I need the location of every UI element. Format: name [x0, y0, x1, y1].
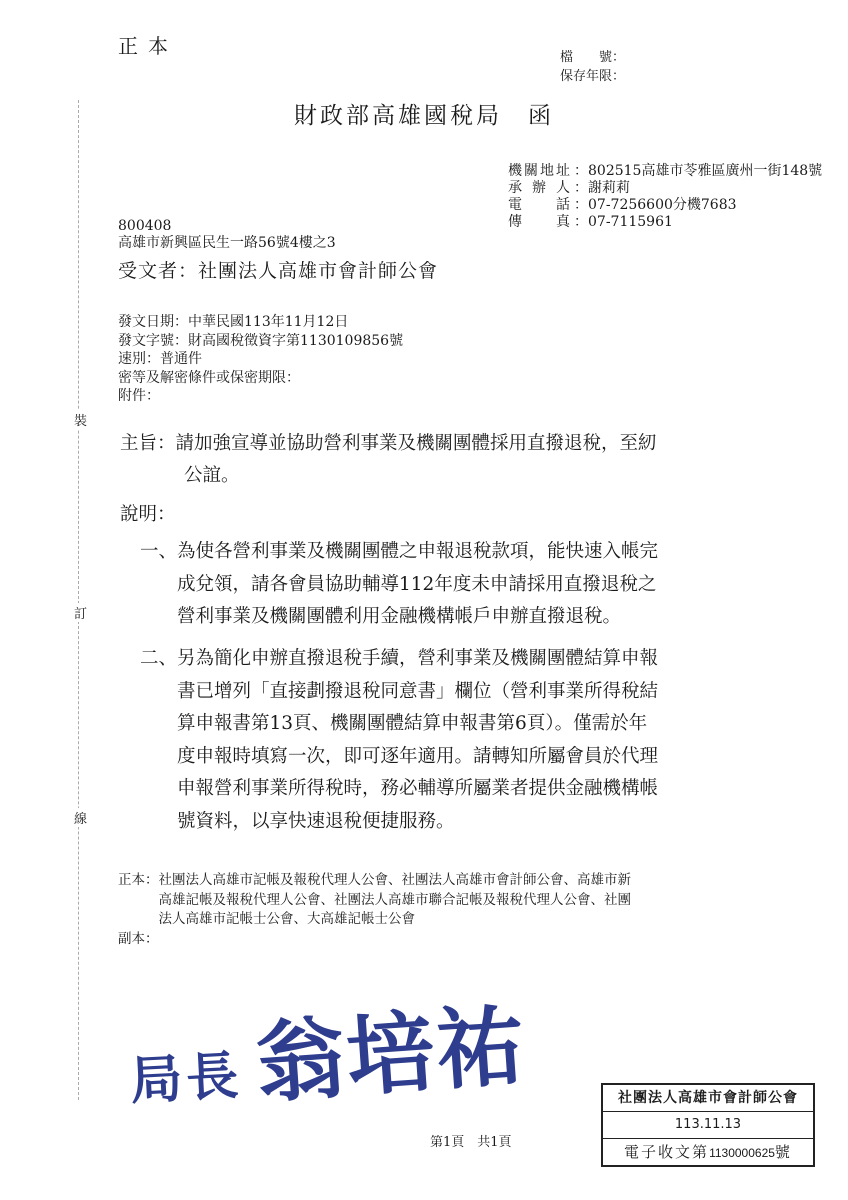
- recipient-postal-code: 800408: [118, 218, 172, 234]
- receipt-organization: 社團法人高雄市會計師公會: [603, 1085, 813, 1112]
- sender-address-label: 機關地址: [508, 163, 570, 179]
- sender-phone-value: 07-7256600分機7683: [588, 197, 737, 213]
- item-1-line-2: 成兌領，請各會員協助輔導112年度未申請採用直撥退稅之: [177, 573, 657, 595]
- binding-mark-xian: 線: [74, 808, 87, 827]
- subject: [120, 428, 657, 492]
- sender-officer-label: 承辦人: [508, 180, 570, 196]
- item-2-line-2: 書已增列「直接劃撥退稅同意書」欄位（營利事業所得稅結: [177, 680, 659, 702]
- original-copy-line-3: 法人高雄市記帳士公會、大高雄記帳士公會: [158, 911, 415, 927]
- sender-address-row: 機關地址 ： 802515高雄市苓雅區廣州一街148號: [508, 163, 838, 180]
- sender-fax-label: 傳真: [508, 214, 570, 230]
- archive-file-number: 檔 號：: [560, 50, 626, 65]
- item-2-line-1: 另為簡化申辦直撥退稅手續，營利事業及機關團體結算申報: [177, 648, 659, 669]
- copies: [118, 871, 631, 949]
- original-copy-label: 正本：: [118, 872, 159, 888]
- subject-line-1: 主旨：請加強宣導並協助營利事業及機關團體採用直撥退稅，至紉: [120, 433, 657, 454]
- security-level: 密等及解密條件或保密期限：: [118, 369, 300, 386]
- sender-fax-row: 傳真 ： 07-7115961: [508, 214, 838, 231]
- sender-officer-row: 承辦人 ： 謝莉莉: [508, 180, 838, 197]
- document-title: 財政部高雄國稅局 函: [294, 103, 554, 129]
- copy-mark: 正本: [118, 34, 178, 58]
- sender-phone-label: 電話: [508, 197, 570, 213]
- sender-phone-row: 電話 ： 07-7256600分機7683: [508, 197, 838, 214]
- explanation-heading: 說明：: [120, 504, 176, 525]
- page-number: 第1頁 共1頁: [430, 1135, 512, 1150]
- archive-retention: 保存年限：: [560, 69, 626, 84]
- item-1-marker: 一、: [140, 541, 178, 562]
- delivery-speed: 速別：普通件: [118, 351, 202, 367]
- sender-officer-value: 謝莉莉: [588, 180, 630, 196]
- sender-fax-value: 07-7115961: [588, 214, 673, 230]
- receipt-date: 113.11.13: [603, 1112, 813, 1139]
- recipient-address: [118, 218, 336, 252]
- subject-line-2: 公誼。: [184, 465, 240, 486]
- binding-mark-zhuang: 裝: [74, 410, 87, 429]
- binding-line: [78, 100, 79, 1100]
- item-2-marker: 二、: [140, 648, 178, 669]
- duplicate-copy-label: 副本：: [118, 930, 159, 947]
- attachment: 附件：: [118, 388, 160, 404]
- item-2-line-5: 申報營利事業所得稅時，務必輔導所屬業者提供金融機構帳: [177, 778, 659, 799]
- receipt-number: 1130000625: [709, 1146, 775, 1160]
- receipt-number-row: [603, 1139, 813, 1165]
- item-2-line-6: 號資料，以享快速退稅便捷服務。: [177, 810, 455, 832]
- issue-date: 發文日期：中華民國113年11月12日: [118, 314, 349, 330]
- receipt-stamp: [601, 1083, 815, 1167]
- item-1-line-3: 營利事業及機關團體利用金融機構帳戶申辦直撥退稅。: [177, 606, 622, 627]
- receipt-suffix: 號: [774, 1143, 792, 1161]
- original-copy-line-1: 社團法人高雄市記帳及報稅代理人公會、社團法人高雄市會計師公會、高雄市新: [158, 872, 631, 888]
- explanation-item-1: [140, 536, 658, 634]
- recipient: 受文者：社團法人高雄市會計師公會: [118, 260, 439, 282]
- director-signature-stamp: [128, 985, 530, 1116]
- document-meta: [118, 313, 403, 406]
- sender-info: [508, 163, 838, 231]
- recipient-street-address: 高雄市新興區民生一路56號4樓之3: [118, 235, 336, 251]
- binding-mark-ding: 訂: [74, 603, 87, 622]
- receipt-prefix: 電子收文第: [624, 1143, 710, 1161]
- director-name: 翁培祐: [253, 992, 530, 1116]
- document-number: 發文字號：財高國稅徵資字第1130109856號: [118, 332, 404, 349]
- explanation-item-2: [140, 643, 658, 838]
- original-copy-line-2: 高雄記帳及報稅代理人公會、社團法人高雄市聯合記帳及報稅代理人公會、社團: [158, 891, 631, 908]
- sender-address-value: 802515高雄市苓雅區廣州一街148號: [588, 163, 823, 179]
- item-2-line-3: 算申報書第13頁、機關團體結算申報書第6頁）。僅需於年: [177, 713, 648, 734]
- director-title: 局長: [128, 1045, 244, 1112]
- item-2-line-4: 度申報時填寫一次，即可逐年適用。請轉知所屬會員於代理: [177, 745, 659, 767]
- item-1-line-1: 為使各營利事業及機關團體之申報退稅款項，能快速入帳完: [177, 541, 659, 562]
